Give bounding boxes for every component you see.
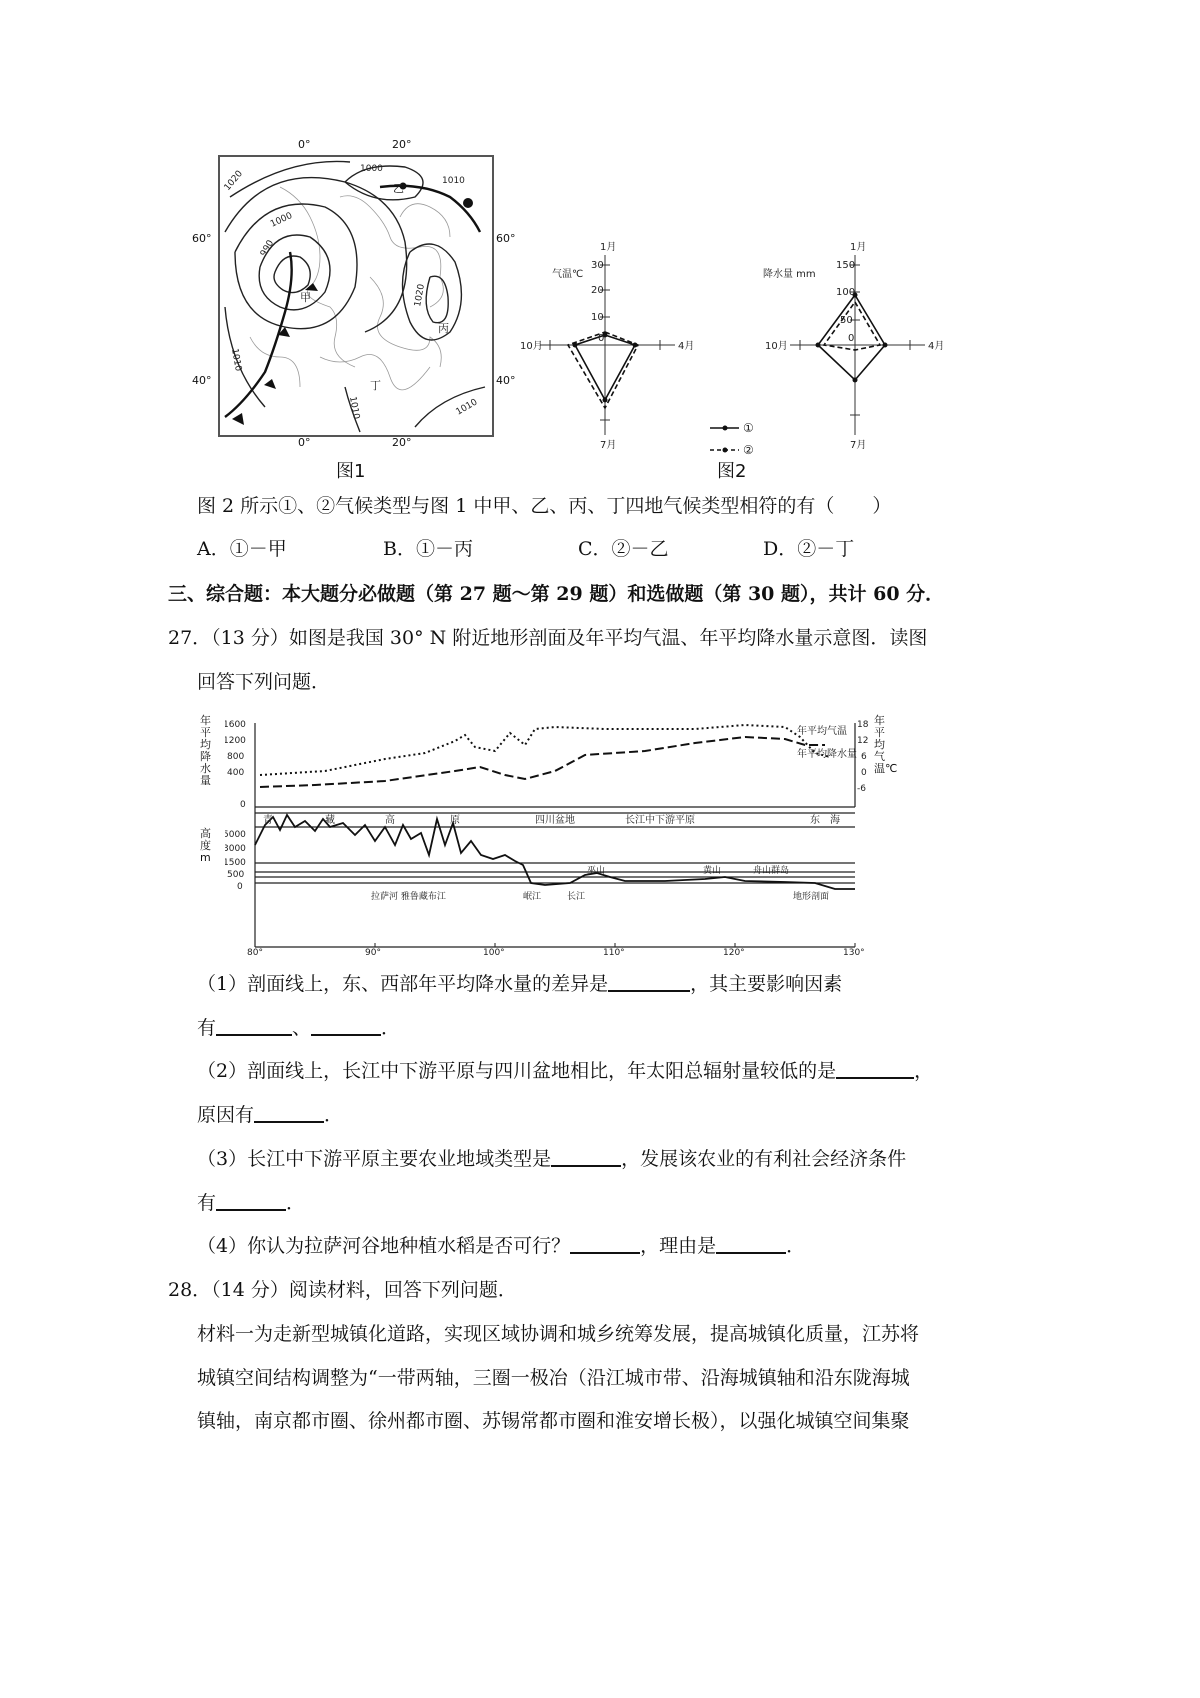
q28-material-line1: 材料一为走新型城镇化道路，实现区域协调和城乡统筹发展，提高城镇化质量，江苏将 — [197, 1323, 920, 1345]
region-qing: 青 — [263, 815, 273, 826]
temp-axis-neg6: -6 — [857, 784, 866, 794]
terrain-line — [255, 815, 855, 889]
q27-1-answer-a[interactable] — [608, 970, 690, 992]
fig1-lon-bot-0: 0° — [298, 436, 311, 449]
x-80: 80° — [247, 948, 263, 955]
q27-1-text-b: ，其主要影响因素 — [690, 973, 843, 995]
river-minjiang: 岷江 — [523, 892, 542, 902]
q27-1-text-c: 有 — [197, 1017, 217, 1039]
precip-0: 0 — [848, 333, 855, 344]
temp-axis-0: 0 — [861, 768, 867, 778]
precip-axis-0: 0 — [240, 800, 246, 810]
isobar-label-1020: 1020 — [222, 168, 246, 193]
place-ding: 丁 — [370, 379, 381, 392]
q27-1-text-d: 、 — [292, 1017, 312, 1039]
q27-1-text-e: ． — [381, 1017, 401, 1039]
isobar-label-1000b: 1000 — [269, 210, 295, 230]
precip-apr: 4月 — [928, 341, 945, 352]
temp-apr: 4月 — [678, 341, 695, 352]
profile-left-axis-title: 年平均降水量 — [200, 714, 211, 787]
q27-stem-line2: 回答下列问题． — [197, 671, 331, 693]
region-sichuan: 四川盆地 — [535, 815, 575, 826]
temp-10: 10 — [591, 312, 604, 323]
region-gao: 高 — [385, 815, 395, 826]
q27-4-answer-a[interactable] — [570, 1232, 640, 1254]
temp-20: 20 — [591, 285, 604, 296]
q27-3-answer-a[interactable] — [551, 1145, 621, 1167]
fig1-lat-right-60: 60° — [496, 232, 516, 245]
q27-4-line1 — [197, 1232, 997, 1260]
q27-2-text-a: （2）剖面线上，长江中下游平原与四川盆地相比，年太阳总辐射量较低的是 — [197, 1060, 837, 1082]
q27-4-text-a: （4）你认为拉萨河谷地种植水稻是否可行？ — [197, 1235, 571, 1257]
height-axis-1500: 1500 — [225, 858, 246, 868]
figure2-precipitation-radar — [760, 240, 960, 455]
figure1-map — [218, 155, 494, 437]
height-axis-3000: 3000 — [225, 844, 246, 854]
isobars — [222, 161, 485, 432]
q27-1-line2 — [197, 1014, 597, 1042]
q27-2-line2 — [197, 1101, 597, 1129]
precip-150: 150 — [836, 260, 856, 271]
q26-stem: 图 2 所示①、②气候类型与图 1 中甲、乙、丙、丁四地气候类型相符的有（ ） — [197, 495, 892, 517]
q27-1-line1 — [197, 970, 997, 998]
precip-50: 50 — [840, 315, 853, 326]
precip-axis-800: 800 — [227, 752, 245, 762]
legend-precip: 年平均降水量 — [797, 749, 857, 760]
precip-axis-400: 400 — [227, 768, 245, 778]
place-bing: 丙 — [438, 322, 449, 335]
precip-jan: 1月 — [850, 242, 867, 253]
profile-right-axis-title: 年平均气温℃ — [874, 714, 898, 775]
isobar-label-1010c: 1010 — [347, 395, 361, 421]
legend-series-2: ② — [743, 443, 754, 457]
x-90: 90° — [365, 948, 381, 955]
temp-oct: 10月 — [520, 341, 543, 352]
temp-line — [260, 725, 830, 775]
place-jia: 甲 — [300, 291, 311, 304]
x-100: 100° — [483, 948, 505, 955]
height-axis-5000: 5000 — [225, 830, 246, 840]
legend-series-1: ① — [743, 421, 754, 435]
q26-option-d[interactable]: D．②－丁 — [763, 538, 855, 560]
temp-30: 30 — [591, 260, 604, 271]
q28-stem: 28．（14 分）阅读材料，回答下列问题． — [168, 1279, 517, 1301]
q27-2-answer-a[interactable] — [836, 1057, 914, 1079]
region-zang: 藏 — [325, 815, 335, 826]
fig1-lat-left-40: 40° — [192, 374, 212, 387]
temp-unit: 气温℃ — [552, 269, 584, 280]
temp-axis-18: 18 — [857, 720, 869, 730]
q27-2-text-b: ， — [914, 1060, 934, 1082]
island-zhoushan: 舟山群岛 — [753, 866, 790, 876]
river-changjiang: 长江 — [567, 892, 586, 902]
river-lasa: 拉萨河 雅鲁藏布江 — [371, 892, 446, 902]
temp-jul: 7月 — [600, 440, 617, 451]
q27-3-text-a: （3）长江中下游平原主要农业地域类型是 — [197, 1148, 552, 1170]
isobar-label-1010b: 1010 — [229, 347, 243, 373]
height-axis-500: 500 — [227, 870, 245, 880]
temp-axis-6: 6 — [861, 752, 867, 762]
region-yuan: 原 — [450, 815, 460, 826]
isobar-label-1020b: 1020 — [413, 283, 427, 308]
legend-temp: 年平均气温 — [797, 726, 847, 737]
q27-3-line1 — [197, 1145, 997, 1173]
x-130: 130° — [843, 948, 865, 955]
region-changjiang: 长江中下游平原 — [625, 815, 695, 826]
temp-jan: 1月 — [600, 242, 617, 253]
fig1-lon-bot-20: 20° — [392, 436, 412, 449]
q28-material-line3: 镇轴，南京都市圈、徐州都市圈、苏锡常都市圈和淮安增长极），以强化城镇空间集聚 — [197, 1410, 910, 1432]
q27-2-text-d: ． — [324, 1104, 344, 1126]
section3-heading: 三、综合题：本大题分必做题（第 27 题～第 29 题）和选做题（第 30 题），共计 60 分． — [168, 583, 945, 605]
isobar-label-1010: 1010 — [442, 176, 465, 186]
q27-4-answer-b[interactable] — [716, 1232, 786, 1254]
q27-4-text-c: ． — [786, 1235, 806, 1257]
q27-profile-figure — [225, 715, 985, 955]
q27-1-text-a: （1）剖面线上，东、西部年平均降水量的差异是 — [197, 973, 609, 995]
precip-oct: 10月 — [765, 341, 788, 352]
region-donghai: 东 海 — [810, 815, 840, 826]
terrain-profile-label: 地形剖面 — [793, 892, 830, 902]
q27-3-text-b: ，发展该农业的有利社会经济条件 — [621, 1148, 907, 1170]
q26-option-b[interactable]: B．①－丙 — [383, 538, 473, 560]
precip-unit: 降水量 mm — [763, 269, 816, 280]
temp-axis-12: 12 — [857, 736, 869, 746]
fig1-lat-left-60: 60° — [192, 232, 212, 245]
q27-2-text-c: 原因有 — [197, 1104, 255, 1126]
q27-2-answer-b[interactable] — [254, 1101, 324, 1123]
q27-4-text-b: ，理由是 — [640, 1235, 717, 1257]
isobar-label-1010d: 1010 — [454, 397, 480, 418]
q26-option-c[interactable]: C．②－乙 — [578, 538, 669, 560]
q27-2-line1 — [197, 1057, 997, 1085]
precip-line — [260, 737, 825, 787]
isobar-label-1000: 1000 — [360, 164, 383, 174]
fig1-lat-right-40: 40° — [496, 374, 516, 387]
q28-material-line2: 城镇空间结构调整为“一带两轴，三圈一极冶（沿江城市带、沿海城镇轴和沿东陇海城 — [197, 1367, 910, 1389]
height-axis-0: 0 — [237, 882, 243, 892]
q27-1-answer-c[interactable] — [311, 1014, 381, 1036]
q26-option-a[interactable]: A．①－甲 — [197, 538, 287, 560]
q27-stem-line1: 27．（13 分）如图是我国 30° N 附近地形剖面及年平均气温、年平均降水量示意图．读图 — [168, 627, 928, 649]
q27-3-text-c: 有 — [197, 1192, 217, 1214]
q27-3-line2 — [197, 1189, 597, 1217]
q27-3-answer-b[interactable] — [216, 1189, 286, 1211]
q27-3-text-d: ． — [286, 1192, 306, 1214]
profile-height-axis-title: 高度m — [200, 827, 211, 864]
isobar-label-990: 990 — [258, 238, 277, 259]
fig1-lon-top-0: 0° — [298, 138, 311, 151]
precip-100: 100 — [836, 287, 856, 298]
x-110: 110° — [603, 948, 625, 955]
temp-0: 0 — [598, 333, 605, 344]
x-120: 120° — [723, 948, 745, 955]
mt-wushan: 巫山 — [587, 866, 606, 876]
place-yi: 乙 — [393, 182, 404, 195]
fig1-lon-top-20: 20° — [392, 138, 412, 151]
mt-huangshan: 黄山 — [703, 866, 722, 876]
figure2-temperature-radar — [520, 240, 705, 455]
fronts — [225, 186, 480, 417]
precip-axis-1600: 1600 — [225, 720, 246, 730]
precip-axis-1200: 1200 — [225, 736, 246, 746]
figure2-caption: 图2 — [717, 461, 747, 482]
figure2-legend — [705, 420, 765, 462]
q27-1-answer-b[interactable] — [216, 1014, 292, 1036]
figure1-caption: 图1 — [336, 461, 366, 482]
precip-jul: 7月 — [850, 440, 867, 451]
